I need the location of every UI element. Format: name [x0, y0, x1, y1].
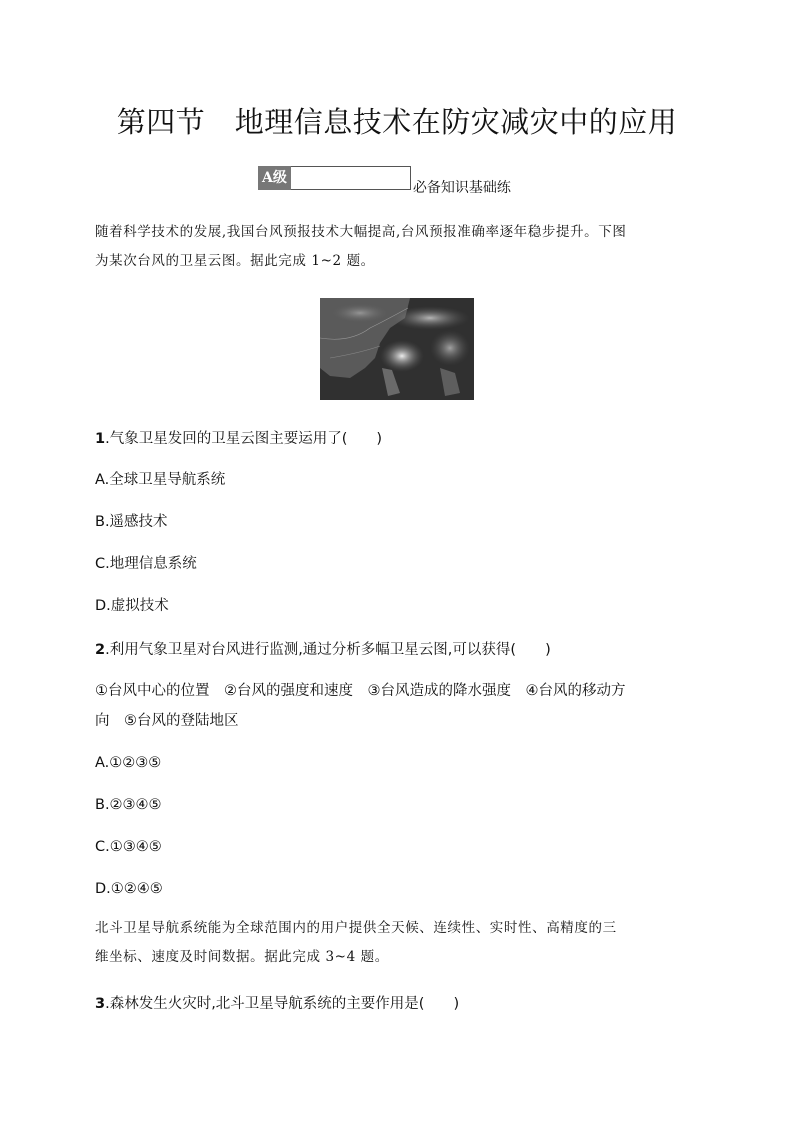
level-badge: A级 [258, 166, 291, 190]
level-subtitle: 必备知识基础练 [412, 180, 511, 196]
option-a[interactable]: A.全球卫星导航系统 [95, 472, 226, 488]
question-2 [95, 638, 699, 659]
q2-items [95, 676, 710, 736]
question-number: 1 [95, 431, 106, 447]
option-b[interactable]: B.②③④⑤ [95, 797, 162, 813]
passage-line: 为某次台风的卫星云图。据此完成 1~2 题。 [95, 253, 375, 269]
passage-line: 维坐标、速度及时间数据。据此完成 3~4 题。 [95, 949, 389, 965]
satellite-cloud-image [320, 298, 474, 400]
option-c[interactable]: C.地理信息系统 [95, 556, 197, 572]
page-title: 第四节 地理信息技术在防灾减灾中的应用 [116, 105, 678, 139]
q2-items-line: ①台风中心的位置 ②台风的强度和速度 ③台风造成的降水强度 ④台风的移动方 [95, 683, 626, 699]
option-c[interactable]: C.①③④⑤ [95, 839, 162, 855]
question-1 [95, 427, 699, 448]
q2-options [95, 748, 710, 916]
option-b[interactable]: B.遥感技术 [95, 514, 168, 530]
level-blank-box [291, 166, 411, 190]
option-d[interactable]: D.①②④⑤ [95, 881, 163, 897]
q2-items-line: 向 ⑤台风的登陆地区 [95, 713, 239, 729]
satellite-cloud-image-graphic [320, 298, 474, 400]
passage-beidou [95, 914, 699, 972]
question-stem: .森林发生火灾时,北斗卫星导航系统的主要作用是( ) [105, 996, 460, 1012]
level-header [258, 165, 511, 196]
option-a[interactable]: A.①②③⑤ [95, 755, 162, 771]
question-stem: .利用气象卫星对台风进行监测,通过分析多幅卫星云图,可以获得( ) [105, 642, 551, 658]
passage-typhoon [95, 218, 699, 276]
question-number: 3 [95, 996, 106, 1012]
question-3 [95, 992, 699, 1013]
passage-line: 北斗卫星导航系统能为全球范围内的用户提供全天候、连续性、实时性、高精度的三 [95, 920, 617, 936]
option-d[interactable]: D.虚拟技术 [95, 598, 169, 614]
question-number: 2 [95, 642, 106, 658]
passage-line: 随着科学技术的发展,我国台风预报技术大幅提高,台风预报准确率逐年稳步提升。下图 [95, 224, 627, 240]
question-stem: .气象卫星发回的卫星云图主要运用了( ) [105, 431, 383, 447]
q1-options [95, 465, 710, 633]
